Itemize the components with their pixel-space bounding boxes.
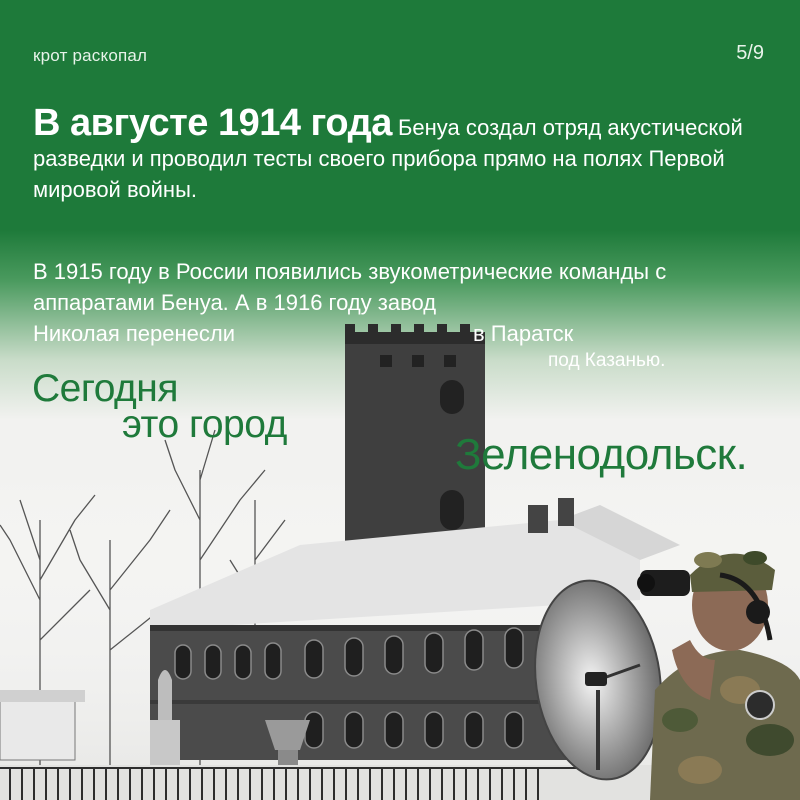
- paragraph-2-line3a: Николая перенесли: [33, 321, 236, 346]
- tagline-part-1: Сегодня: [32, 367, 178, 410]
- tagline-part-2: это город: [122, 403, 287, 446]
- paragraph-1: [33, 102, 763, 205]
- paragraph-2-line4: под Казанью.: [548, 350, 666, 371]
- headline: В августе 1914 года: [33, 102, 392, 144]
- paragraph-2: [33, 256, 773, 349]
- paragraph-2-line3b: в Паратск: [473, 321, 574, 346]
- tagline-city-name: Зеленодольск.: [455, 430, 748, 479]
- paragraph-1-text: Бенуа создал отряд акустической разведки и проводил тесты своего прибора прямо на полях Первой мировой войны.: [33, 115, 743, 202]
- paragraph-2-text: В 1915 году в России появились звукометрические команды с аппаратами Бенуа. А в 1916 году завод: [33, 259, 667, 315]
- brand-name: крот раскопал: [33, 46, 148, 65]
- page-counter: 5/9: [736, 42, 764, 64]
